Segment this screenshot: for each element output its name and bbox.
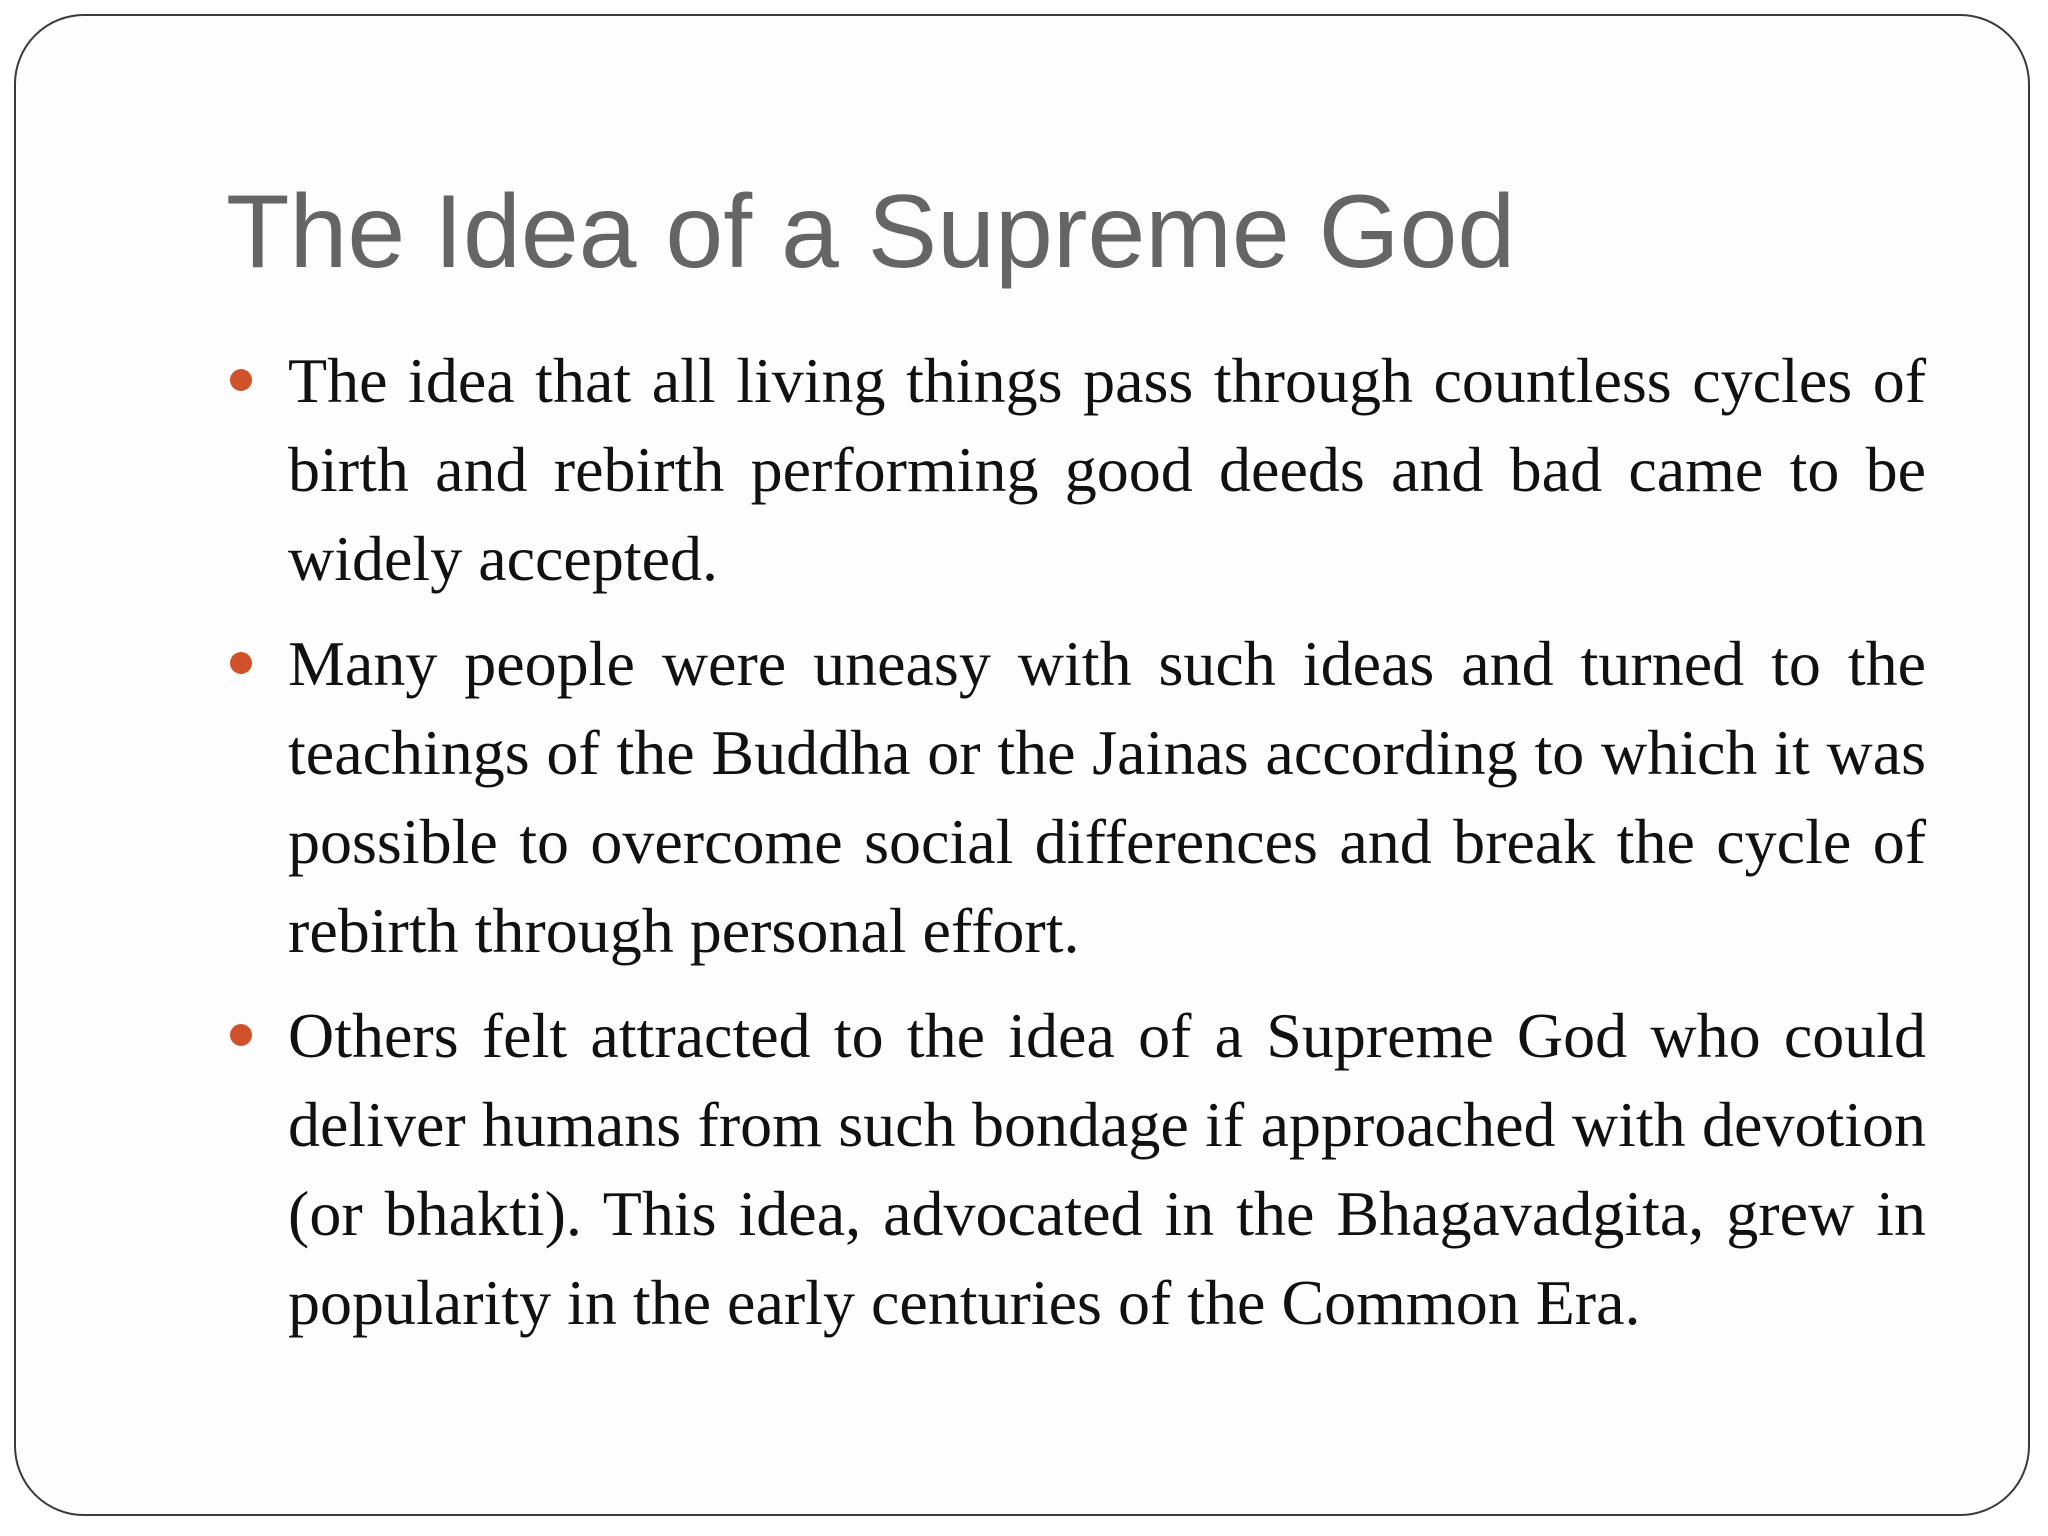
- bullet-text: The idea that all living things pass through countless cycles of birth and rebirth performing good deeds and bad came to be widely accepted.: [288, 345, 1926, 594]
- bullet-dot-icon: [230, 369, 252, 391]
- bullet-dot-icon: [230, 652, 252, 674]
- bullet-list: [226, 336, 1926, 1363]
- bullet-text: Many people were uneasy with such ideas and turned to the teachings of the Buddha or the Jainas according to which it was possible to overcome social differences and break the cycle of rebirth through personal effort.: [288, 628, 1926, 966]
- bullet-dot-icon: [230, 1024, 252, 1046]
- bullet-text: Others felt attracted to the idea of a Supreme God who could deliver humans from such bondage if approached with devotion (or bhakti). This idea, advocated in the Bhagavadgita, grew in popularity in the early centuries of the Common Era.: [288, 1000, 1926, 1338]
- bullet-item: [226, 991, 1926, 1347]
- bullet-item: [226, 619, 1926, 975]
- bullet-item: [226, 336, 1926, 603]
- slide-title: The Idea of a Supreme God: [226, 174, 1516, 290]
